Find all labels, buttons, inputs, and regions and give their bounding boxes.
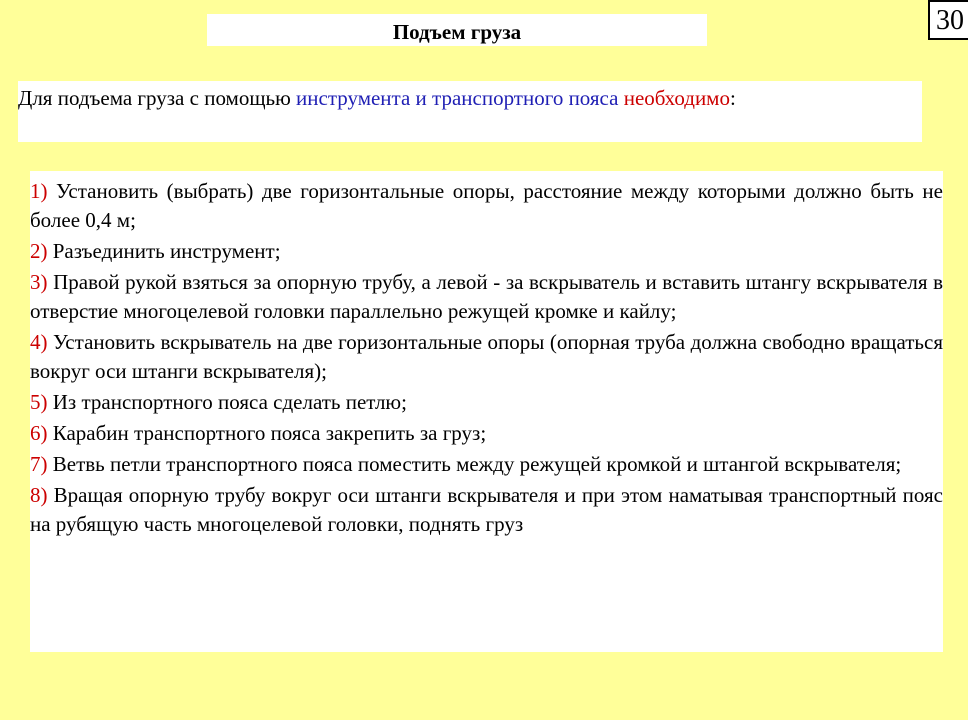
intro-paragraph xyxy=(18,81,922,142)
step-text: Вращая опорную трубу вокруг оси штанги вскрывателя и при этом наматывая транспортный пояс на рубящую часть многоцелевой головки, поднять груз xyxy=(30,483,943,536)
slide-title-text: Подъем груза xyxy=(392,20,522,44)
step-number: 3) xyxy=(30,270,48,294)
step-item-6 xyxy=(30,419,943,448)
step-item-2 xyxy=(30,237,943,266)
step-item-8 xyxy=(30,481,943,539)
step-number: 6) xyxy=(30,421,48,445)
intro-text: Для подъема груза с помощью xyxy=(18,86,297,110)
intro-highlight-necessary: необходимо xyxy=(623,86,730,110)
step-number: 1) xyxy=(30,179,48,203)
step-number: 2) xyxy=(30,239,48,263)
step-item-5 xyxy=(30,388,943,417)
step-item-3 xyxy=(30,268,943,326)
step-number: 5) xyxy=(30,390,48,414)
steps-list xyxy=(30,171,943,652)
step-text: Разъединить инструмент; xyxy=(47,239,281,263)
step-text: Установить (выбрать) две горизонтальные опоры, расстояние между которыми должно быть не более 0,4 м; xyxy=(30,179,943,232)
step-item-1 xyxy=(30,177,943,235)
step-number: 8) xyxy=(30,483,48,507)
step-item-7 xyxy=(30,450,943,479)
slide-title xyxy=(207,14,707,46)
intro-colon: : xyxy=(729,86,736,110)
step-text: Установить вскрыватель на две горизонтальные опоры (опорная труба должна свободно вращаться вокруг оси штанги вскрывателя); xyxy=(30,330,943,383)
step-text: Из транспортного пояса сделать петлю; xyxy=(47,390,407,414)
step-number: 7) xyxy=(30,452,48,476)
step-number: 4) xyxy=(30,330,48,354)
intro-highlight-tool-belt: инструмента и транспортного пояса xyxy=(296,86,619,110)
step-text: Карабин транспортного пояса закрепить за груз; xyxy=(47,421,487,445)
page-number: 30 xyxy=(928,0,968,40)
step-text: Ветвь петли транспортного пояса поместить между режущей кромкой и штангой вскрывателя; xyxy=(47,452,902,476)
step-item-4 xyxy=(30,328,943,386)
step-text: Правой рукой взяться за опорную трубу, а левой - за вскрыватель и вставить штангу вскрывателя в отверстие многоцелевой головки параллельно режущей кромке и кайлу; xyxy=(30,270,943,323)
